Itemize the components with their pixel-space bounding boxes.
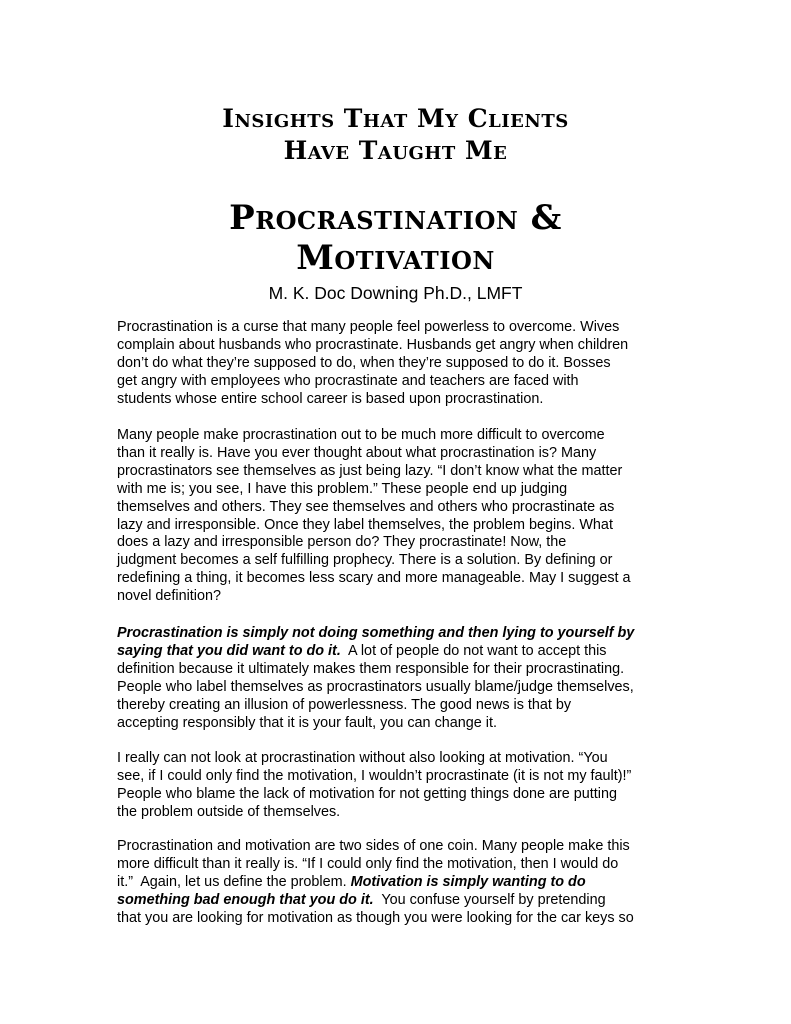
paragraph-line: themselves and others. They see themselves and others who procrastinate as — [117, 498, 615, 515]
motivation-definition-emphasis: Motivation is simply wanting to do — [350, 873, 586, 890]
paragraph-line: get angry with employees who procrastinate and teachers are faced with — [117, 372, 579, 389]
series-title-line-2: Have Taught Me — [283, 136, 508, 165]
paragraph-line — [117, 892, 684, 910]
paragraph-line — [117, 625, 684, 643]
paragraph-text: it.” Again, let us define the problem. — [117, 873, 351, 890]
paragraph-line — [117, 874, 684, 892]
paragraph-line: that you are looking for motivation as though you were looking for the car keys so — [117, 909, 634, 926]
series-title — [0, 103, 791, 167]
paragraph-line: judgment becomes a self fulfilling prophecy. There is a solution. By defining or — [117, 552, 613, 569]
motivation-definition-emphasis: something bad enough that you do it. — [117, 891, 374, 908]
paragraph-line: students whose entire school career is based upon procrastination. — [117, 390, 544, 407]
paragraph-line: than it really is. Have you ever thought about what procrastination is? Many — [117, 444, 597, 461]
paragraph-definition — [117, 625, 684, 732]
paragraph-line: thereby creating an illusion of powerlessness. The good news is that by — [117, 696, 572, 713]
paragraph-line: see, if I could only find the motivation, I wouldn’t procrastinate (it is not my fault)!” — [117, 767, 632, 784]
paragraph-line — [117, 643, 684, 661]
paragraph-line: does a lazy and irresponsible person do? They procrastinate! Now, the — [117, 534, 567, 551]
paragraph-line: redefining a thing, it becomes less scary and more manageable. May I suggest a — [117, 570, 631, 587]
paragraph-line: complain about husbands who procrastinate. Husbands get angry when children — [117, 336, 629, 353]
paragraph-judgment — [117, 427, 684, 606]
paragraph-line: Many people make procrastination out to be much more difficult to overcome — [117, 427, 605, 443]
procrastination-definition-emphasis: saying that you did want to do it. — [117, 642, 341, 659]
main-title-line-2: Motivation — [296, 238, 495, 278]
paragraph-text: You confuse yourself by pretending — [373, 891, 606, 908]
procrastination-definition-emphasis: Procrastination is simply not doing something and then lying to yourself by — [117, 625, 635, 641]
paragraph-line: accepting responsibly that it is your fault, you can change it. — [117, 714, 497, 731]
paragraph-line: Procrastination is a curse that many people feel powerless to overcome. Wives — [117, 319, 620, 335]
paragraph-line: with me is; you see, I have this problem.” These people end up judging — [117, 480, 568, 497]
paragraph-two-sides — [117, 838, 684, 928]
paragraph-motivation — [117, 750, 684, 822]
paragraph-line: procrastinators see themselves as just being lazy. “I don’t know what the matter — [117, 462, 623, 479]
paragraph-line: I really can not look at procrastination without also looking at motivation. “You — [117, 750, 608, 766]
paragraph-line: definition because it ultimately makes them responsible for their procrastinating. — [117, 660, 625, 677]
main-title-line-1: Procrastination & — [229, 198, 562, 238]
paragraph-line: Procrastination and motivation are two sides of one coin. Many people make this — [117, 838, 630, 854]
paragraph-line: don’t do what they’re supposed to do, when they’re supposed to do it. Bosses — [117, 354, 611, 371]
main-title — [0, 198, 791, 278]
author-byline: M. K. Doc Downing Ph.D., LMFT — [268, 283, 523, 303]
paragraph-line: novel definition? — [117, 588, 222, 605]
paragraph-line: People who blame the lack of motivation for not getting things done are putting — [117, 785, 617, 802]
series-title-line-1: Insights That My Clients — [222, 104, 569, 133]
paragraph-line: the problem outside of themselves. — [117, 803, 341, 820]
paragraph-intro — [117, 319, 684, 409]
paragraph-line: People who label themselves as procrastinators usually blame/judge themselves, — [117, 678, 634, 695]
paragraph-line: lazy and irresponsible. Once they label themselves, the problem begins. What — [117, 516, 613, 533]
paragraph-line: more difficult than it really is. “If I could only find the motivation, then I would do — [117, 855, 619, 872]
paragraph-text: A lot of people do not want to accept this — [340, 642, 607, 659]
